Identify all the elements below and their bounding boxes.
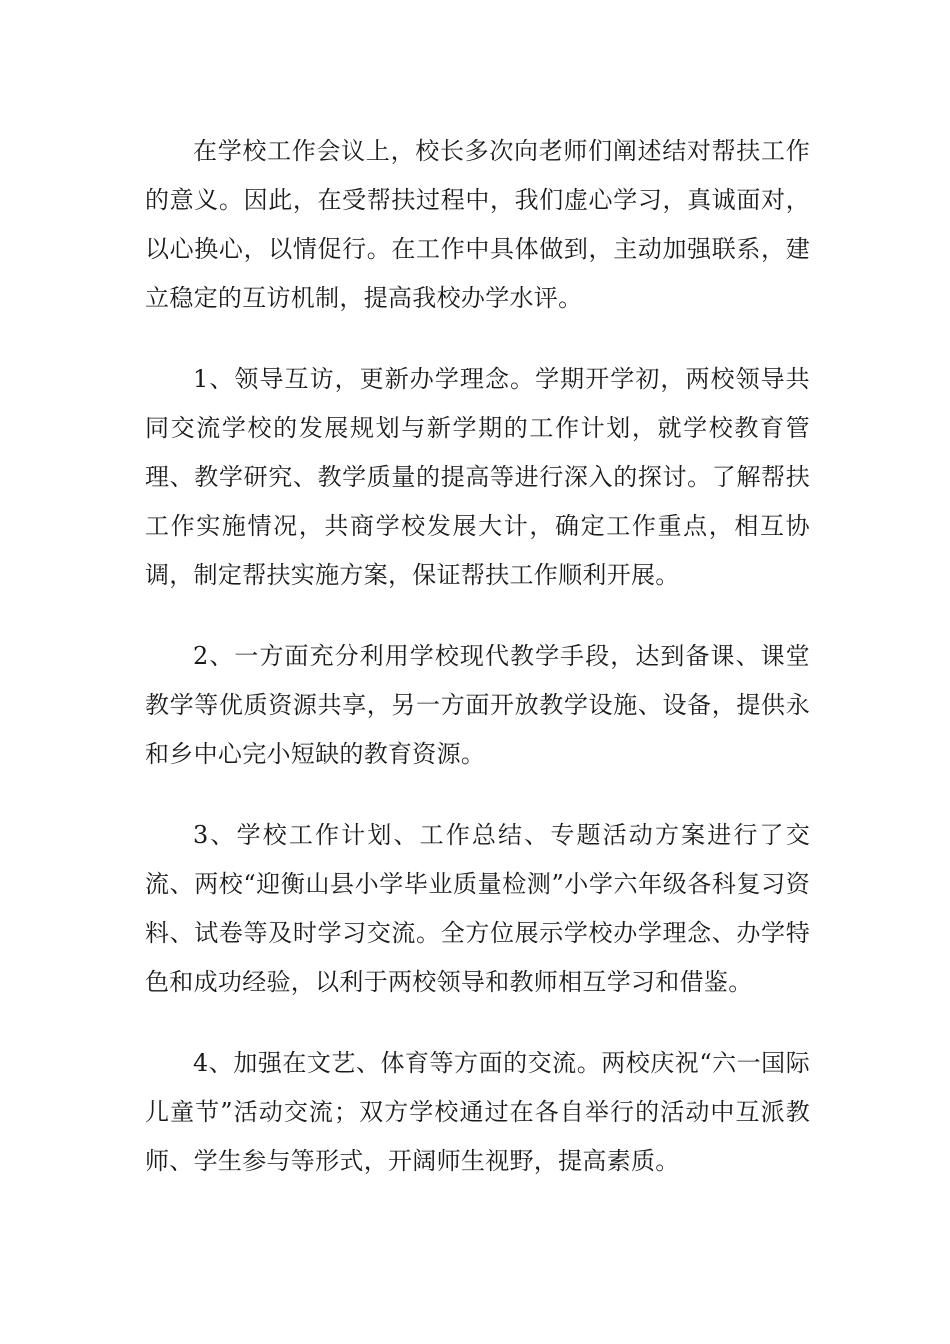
document-body (145, 127, 810, 1186)
paragraph-item-4: 4、加强在文艺、体育等方面的交流。两校庆祝“六一国际儿童节”活动交流；双方学校通过在各自举行的活动中互派教师、学生参与等形式，开阔师生视野，提高素质。 (145, 1049, 810, 1175)
paragraph-item-1: 1、领导互访，更新办学理念。学期开学初，两校领导共同交流学校的发展规划与新学期的工作计划，就学校教育管理、教学研究、教学质量的提高等进行深入的探讨。了解帮扶工作实施情况，共商学校发展大计，确定工作重点，相互协调，制定帮扶实施方案，保证帮扶工作顺利开展。 (145, 365, 810, 589)
paragraph-intro: 在学校工作会议上，校长多次向老师们阐述结对帮扶工作的意义。因此，在受帮扶过程中，我们虚心学习，真诚面对，以心换心，以情促行。在工作中具体做到，主动加强联系，建立稳定的互访机制，提高我校办学水评。 (145, 137, 810, 312)
paragraph-item-3: 3、学校工作计划、工作总结、专题活动方案进行了交流、两校“迎衡山县小学毕业质量检测”小学六年级各科复习资料、试卷等及时学习交流。全方位展示学校办学理念、办学特色和成功经验，以利于两校领导和教师相互学习和借鉴。 (145, 821, 810, 996)
paragraph-item-2: 2、一方面充分利用学校现代教学手段，达到备课、课堂教学等优质资源共享，另一方面开放教学设施、设备，提供永和乡中心完小短缺的教育资源。 (145, 642, 810, 768)
